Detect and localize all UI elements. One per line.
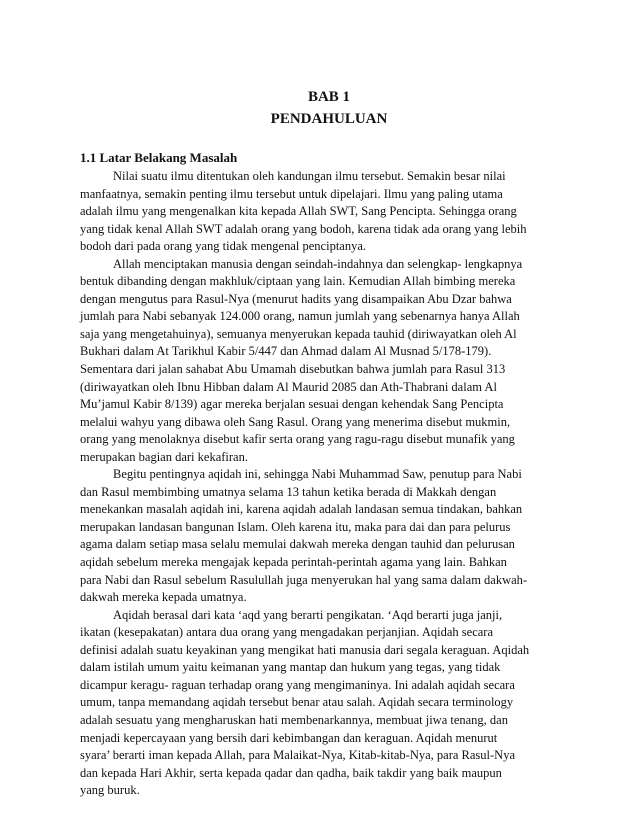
text-line: agama dalam setiap masa selalu memulai dakwah mereka dengan tauhid dan pelurusan (80, 537, 515, 552)
text-line: Bukhari dalam At Tarikhul Kabir 5/447 dan Ahmad dalam Al Musnad 5/178-179). (80, 344, 492, 359)
text-line: bentuk dibanding dengan makhluk/ciptaan yang lain. Kemudian Allah bimbing mereka (80, 274, 516, 289)
text-line: saja yang mengetahuinya), semuanya menyerukan kepada tauhid (diriwayatkan oleh Al (80, 326, 517, 341)
text-line: aqidah sebelum mereka mengajak kepada perintah-perintah agama yang lain. Bahkan (80, 555, 507, 570)
section-title: 1.1 Latar Belakang Masalah (80, 150, 238, 165)
text-line: dalam istilah umum yaitu keimanan yang mantap dan hukum yang tegas, yang tidak (80, 660, 501, 675)
text-line: menekankan masalah aqidah ini, karena aqidah adalah landasan semua tindakan, bahkan (80, 502, 523, 517)
text-line: dicampur keragu- raguan terhadap orang yang mengimaninya. Ini adalah aqidah secara (80, 677, 515, 692)
text-line: adalah ilmu yang mengenalkan kita kepada Allah SWT, Sang Pencipta. Sehingga orang (80, 204, 517, 219)
text-line: Aqidah berasal dari kata ‘aqd yang berarti pengikatan. ‘Aqd berarti juga janji, (113, 607, 503, 622)
text-line: melalui wahyu yang dibawa oleh Sang Rasul. Orang yang menerima disebut mukmin, (80, 414, 511, 429)
text-line: Mu’jamul Kabir 8/139) agar mereka berjalan sesuai dengan kehendak Sang Pencipta (80, 397, 504, 412)
text-line: syara’ berarti iman kepada Allah, para Malaikat-Nya, Kitab-kitab-Nya, para Rasul-Nya (80, 748, 516, 763)
text-line: dengan mengutus para Rasul-Nya (menurut hadits yang disampaikan Abu Dzar bahwa (80, 291, 512, 306)
chapter-heading: BAB 1 (307, 89, 351, 105)
text-line: orang yang menolaknya disebut kafir serta orang yang ragu-ragu disebut munafik yang (80, 432, 515, 447)
text-line: definisi adalah suatu keyakinan yang mengikat hati manusia dari segala keraguan. Aqidah (80, 642, 530, 657)
text-line: Nilai suatu ilmu ditentukan oleh kandungan ilmu tersebut. Semakin besar nilai (113, 169, 506, 183)
text-line: adalah sesuatu yang mengharuskan hati membenarkannya, membuat jiwa tenang, dan (80, 712, 508, 727)
text-line: dan kepada Hari Akhir, serta kepada qadar dan qadha, baik takdir yang baik maupun (80, 765, 502, 780)
text-line: menjadi kepercayaan yang bersih dari kebimbangan dan keraguan. Aqidah menurut (80, 730, 498, 745)
body-text (80, 168, 565, 800)
text-line: para Nabi dan Rasul sebelum Rasulullah juga menyerukan hal yang sama dalam dakwah- (80, 572, 528, 587)
text-line: merupakan landasan bangunan Islam. Oleh karena itu, maka para dai dan para pelurus (80, 519, 511, 534)
text-line: bodoh dari pada orang yang tidak mengenal penciptanya. (80, 239, 367, 254)
text-line: Begitu pentingnya aqidah ini, sehingga Nabi Muhammad Saw, penutup para Nabi (113, 467, 522, 482)
text-line: umum, tanpa memandang aqidah tersebut benar atau salah. Aqidah secara terminology (80, 695, 514, 710)
text-line: Allah menciptakan manusia dengan seindah-indahnya dan selengkap- lengkapnya (113, 256, 523, 271)
text-line: ikatan (kesepakatan) antara dua orang yang mengadakan perjanjian. Aqidah secara (80, 625, 494, 640)
text-line: merupakan bagian dari kekafiran. (80, 449, 248, 464)
text-line: (diriwayatkan oleh Ibnu Hibban dalam Al Maurid 2085 dan Ath-Thabrani dalam Al (80, 379, 497, 394)
text-line: yang tidak kenal Allah SWT adalah orang yang bodoh, karena tidak ada orang yang lebih (80, 221, 527, 236)
chapter-title: PENDAHULUAN (270, 111, 388, 127)
text-line: jumlah para Nabi sebanyak 124.000 orang, namun jumlah yang sebenarnya hanya Allah (80, 309, 520, 324)
text-line: manfaatnya, semakin penting ilmu tersebut untuk dipelajari. Ilmu yang paling utama (80, 186, 503, 201)
text-line: dakwah mereka kepada umatnya. (80, 590, 247, 605)
text-line: yang buruk. (80, 783, 140, 798)
text-line: dan Rasul membimbing umatnya selama 13 tahun ketika berada di Makkah dengan (80, 484, 497, 499)
text-line: Sementara dari jalan sahabat Abu Umamah disebutkan bahwa jumlah para Rasul 313 (80, 362, 506, 377)
